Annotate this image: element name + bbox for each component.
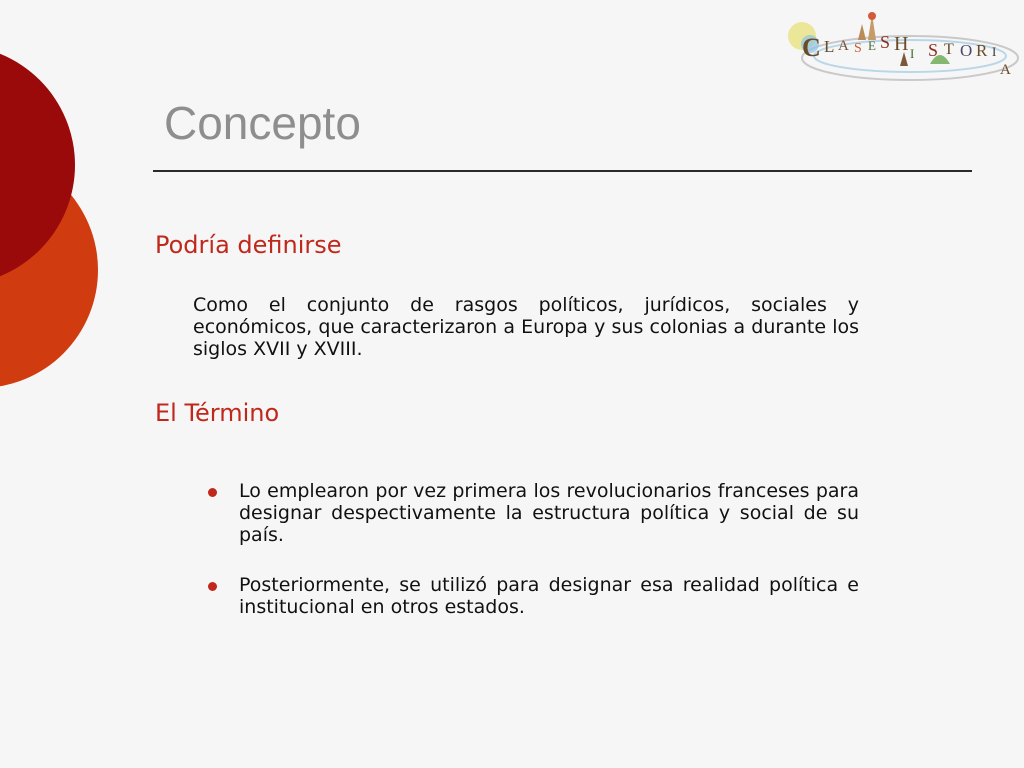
list-item [205,574,859,618]
bullet-text: Lo emplearon por vez primera los revolucionarios franceses para designar despectivamente la estructura política y social de su país. [239,480,859,546]
svg-text:A: A [1000,62,1011,78]
list-item [205,480,859,546]
svg-text:I: I [910,46,915,61]
slide-title: Concepto [164,97,361,149]
section-heading-definition: Podría definirse [155,231,342,259]
svg-text:O: O [960,41,973,60]
svg-text:T: T [944,41,954,58]
svg-text:E: E [868,38,876,53]
section-heading-term: El Término [155,399,280,427]
svg-text:A: A [838,38,849,54]
term-bullet-list [205,480,859,646]
definition-paragraph: Como el conjunto de rasgos políticos, jurídicos, sociales y económicos, que caracterizaron a Europa y sus colonias a durante los siglos XVII y XVIII. [193,294,859,360]
svg-text:R: R [976,41,988,60]
svg-text:L: L [824,37,835,56]
bullet-text: Posteriormente, se utilizó para designar esa realidad política e institucional en otros estados. [239,574,859,618]
svg-text:C: C [802,33,821,62]
bullet-dot-icon [208,488,217,497]
clases-historia-logo [780,6,1020,92]
svg-text:S: S [854,41,862,56]
svg-text:I: I [992,44,997,59]
svg-text:S: S [880,32,891,52]
svg-text:H: H [894,33,909,55]
title-divider [153,170,972,172]
decorative-circles [0,0,140,420]
svg-text:S: S [928,40,939,60]
bullet-dot-icon [208,582,217,591]
